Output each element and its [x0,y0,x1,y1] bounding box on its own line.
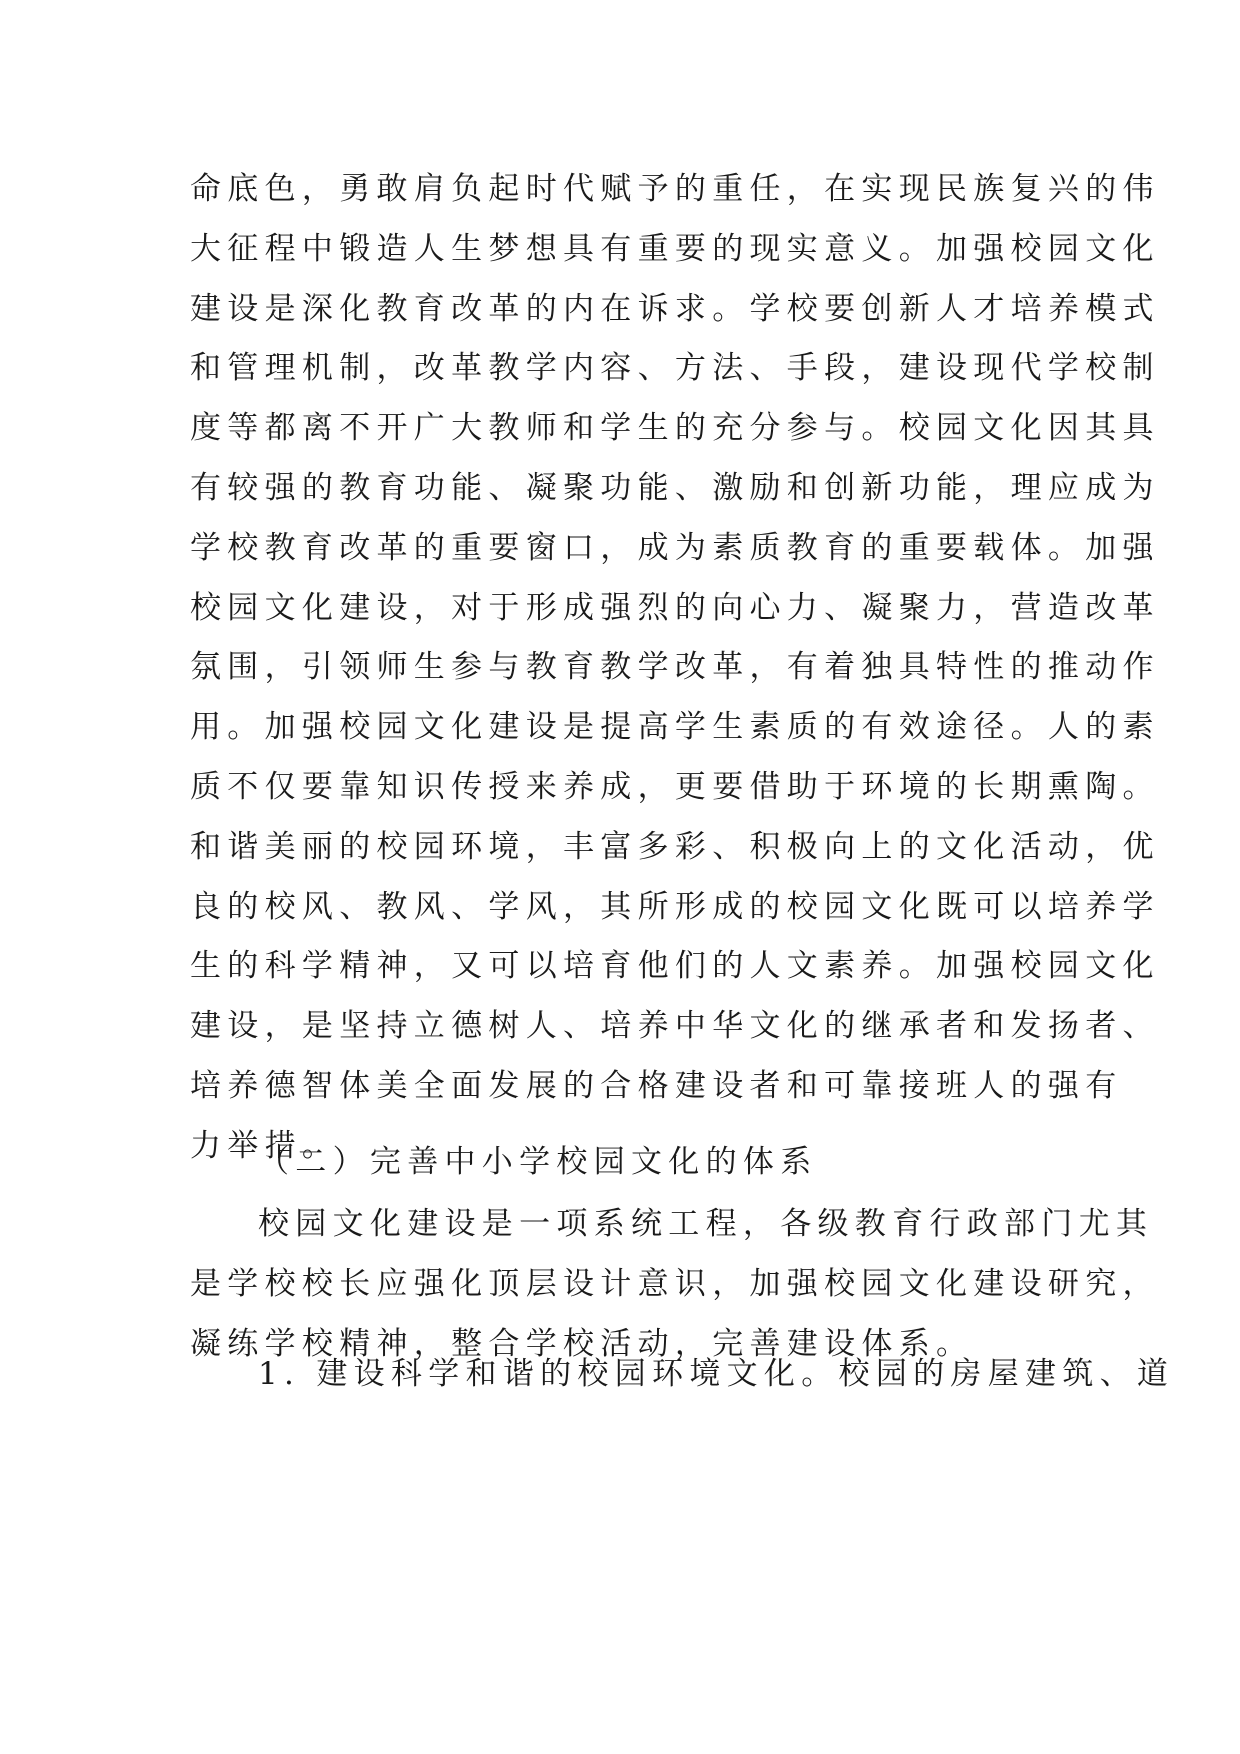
text-line: 建设，是坚持立德树人、培养中华文化的继承者和发扬者、 [190,1008,1160,1045]
section-heading [190,1133,1060,1193]
text-line: 生的科学精神，又可以培育他们的人文素养。加强校园文化 [190,948,1160,985]
text-line: 是学校校长应强化顶层设计意识，加强校园文化建设研究， [190,1265,1160,1302]
text-line: 力举措。 [190,1127,340,1164]
text-line: 命底色，勇敢肩负起时代赋予的重任，在实现民族复兴的伟 [190,171,1160,207]
text-line: 大征程中锻造人生梦想具有重要的现实意义。加强校园文化 [190,230,1160,267]
text-line: 培养德智体美全面发展的合格建设者和可靠接班人的强有 [190,1067,1123,1104]
text-line: 氛围，引领师生参与教育教学改革，有着独具特性的推动作 [190,649,1160,686]
text-line: 建设是深化教育改革的内在诉求。学校要创新人才培养模式 [190,290,1160,327]
text-line: 度等都离不开广大教师和学生的充分参与。校园文化因其具 [190,410,1160,447]
text-line: 1. 建设科学和谐的校园环境文化。校园的房屋建筑、道 [258,1356,1175,1392]
text-line: 和谐美丽的校园环境，丰富多彩、积极向上的文化活动，优 [190,828,1160,865]
text-line: 校园文化建设，对于形成强烈的向心力、凝聚力，营造改革 [190,589,1160,626]
heading-text: （二）完善中小学校园文化的体系 [258,1144,818,1180]
text-line: 用。加强校园文化建设是提高学生素质的有效途径。人的素 [190,709,1160,746]
text-line: 质不仅要靠知识传授来养成，更要借助于环境的长期熏陶。 [190,768,1160,805]
text-line: 凝练学校精神，整合学校活动，完善建设体系。 [190,1325,974,1362]
text-line: 良的校风、教风、学风，其所形成的校园文化既可以培养学 [190,888,1160,925]
text-line: 校园文化建设是一项系统工程，各级教育行政部门尤其 [258,1206,1154,1242]
text-line: 和管理机制，改革教学内容、方法、手段，建设现代学校制 [190,350,1160,387]
body-paragraph [190,1345,1175,1405]
text-line: 学校教育改革的重要窗口，成为素质教育的重要载体。加强 [190,529,1160,566]
body-paragraph [190,160,1160,1177]
text-line: 有较强的教育功能、凝聚功能、激励和创新功能，理应成为 [190,469,1160,506]
